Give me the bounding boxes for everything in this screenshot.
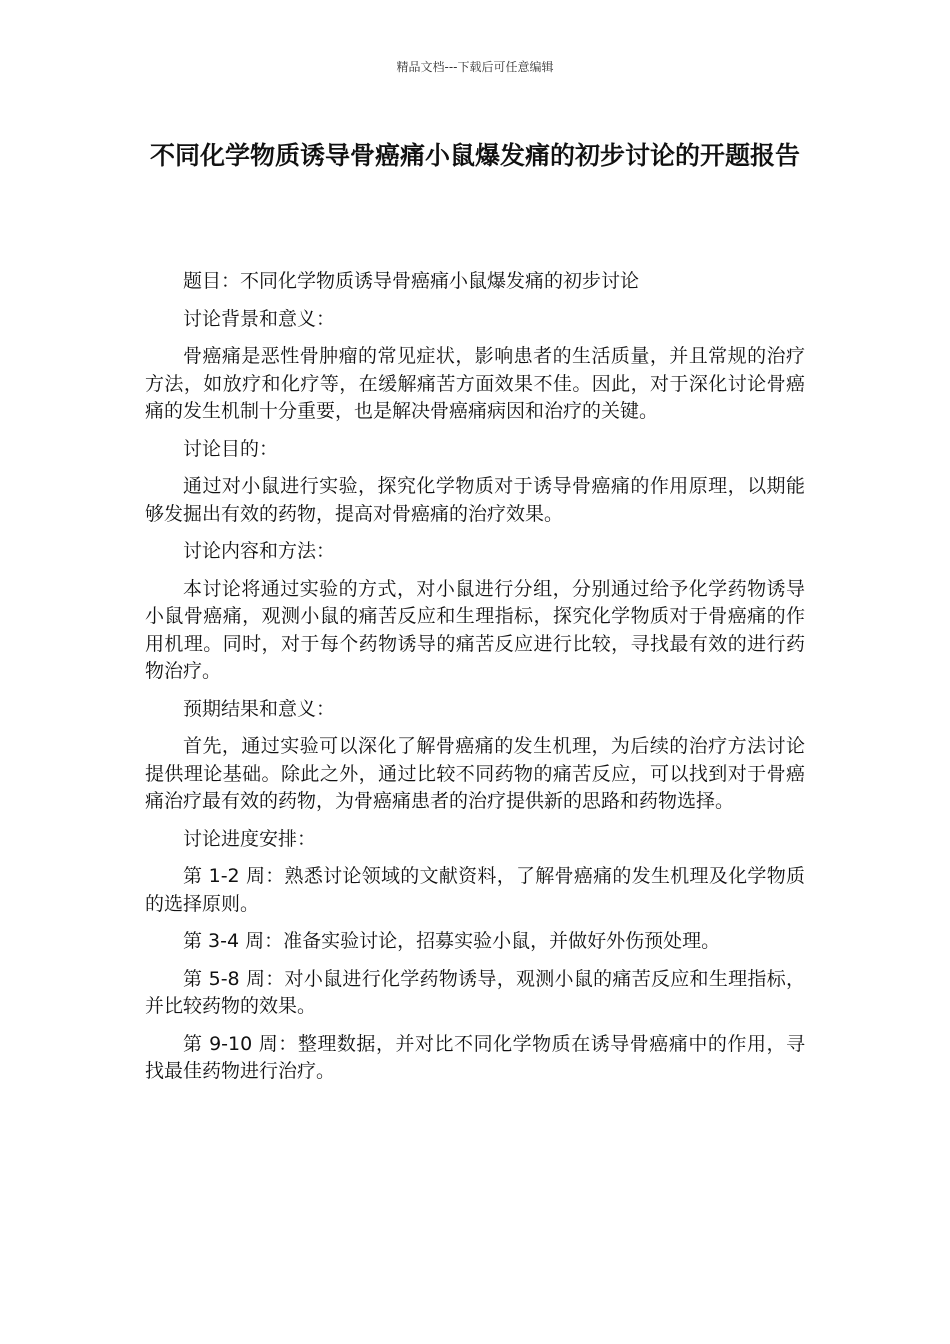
heading-expected-results: 预期结果和意义： [183,697,336,720]
schedule-item: 第 5-8 周：对小鼠进行化学药物诱导，观测小鼠的痛苦反应和生理指标，并比较药物的效果。 [145,967,805,1017]
heading-schedule: 讨论进度安排： [183,827,317,850]
header-note: 精品文档---下载后可任意编辑 [396,60,554,74]
heading-methods: 讨论内容和方法： [183,540,336,562]
document-title: 不同化学物质诱导骨癌痛小鼠爆发痛的初步讨论的开题报告 [149,141,800,170]
schedule-item: 第 1-2 周：熟悉讨论领域的文献资料，了解骨癌痛的发生机理及化学物质的选择原则。 [145,865,805,915]
paragraph-methods: 本讨论将通过实验的方式，对小鼠进行分组，分别通过给予化学药物诱导小鼠骨癌痛，观测小鼠的痛苦反应和生理指标，探究化学物质对于骨癌痛的作用机理。同时，对于每个药物诱导的痛苦反应进行比较，寻找最有效的进行药物治疗。 [145,577,805,682]
paragraph-background: 骨癌痛是恶性骨肿瘤的常见症状，影响患者的生活质量，并且常规的治疗方法，如放疗和化疗等，在缓解痛苦方面效果不佳。因此，对于深化讨论骨癌痛的发生机制十分重要，也是解决骨癌痛病因和治疗的关键。 [145,345,805,422]
paragraph-purpose: 通过对小鼠进行实验，探究化学物质对于诱导骨癌痛的作用原理，以期能够发掘出有效的药物，提高对骨癌痛的治疗效果。 [145,475,805,525]
heading-purpose: 讨论目的： [183,437,279,460]
paragraph-expected-results: 首先，通过实验可以深化了解骨癌痛的发生机理，为后续的治疗方法讨论提供理论基础。除此之外，通过比较不同药物的痛苦反应，可以找到对于骨癌痛治疗最有效的药物，为骨癌痛患者的治疗提供新的思路和药物选择。 [145,735,805,812]
paragraph-topic: 题目：不同化学物质诱导骨癌痛小鼠爆发痛的初步讨论 [183,270,640,292]
schedule-item: 第 9-10 周：整理数据，并对比不同化学物质在诱导骨癌痛中的作用，寻找最佳药物进行治疗。 [145,1032,805,1082]
schedule-item: 第 3-4 周：准备实验讨论，招募实验小鼠，并做好外伤预处理。 [183,930,721,952]
document-body [145,268,805,1096]
heading-background: 讨论背景和意义： [183,307,336,330]
